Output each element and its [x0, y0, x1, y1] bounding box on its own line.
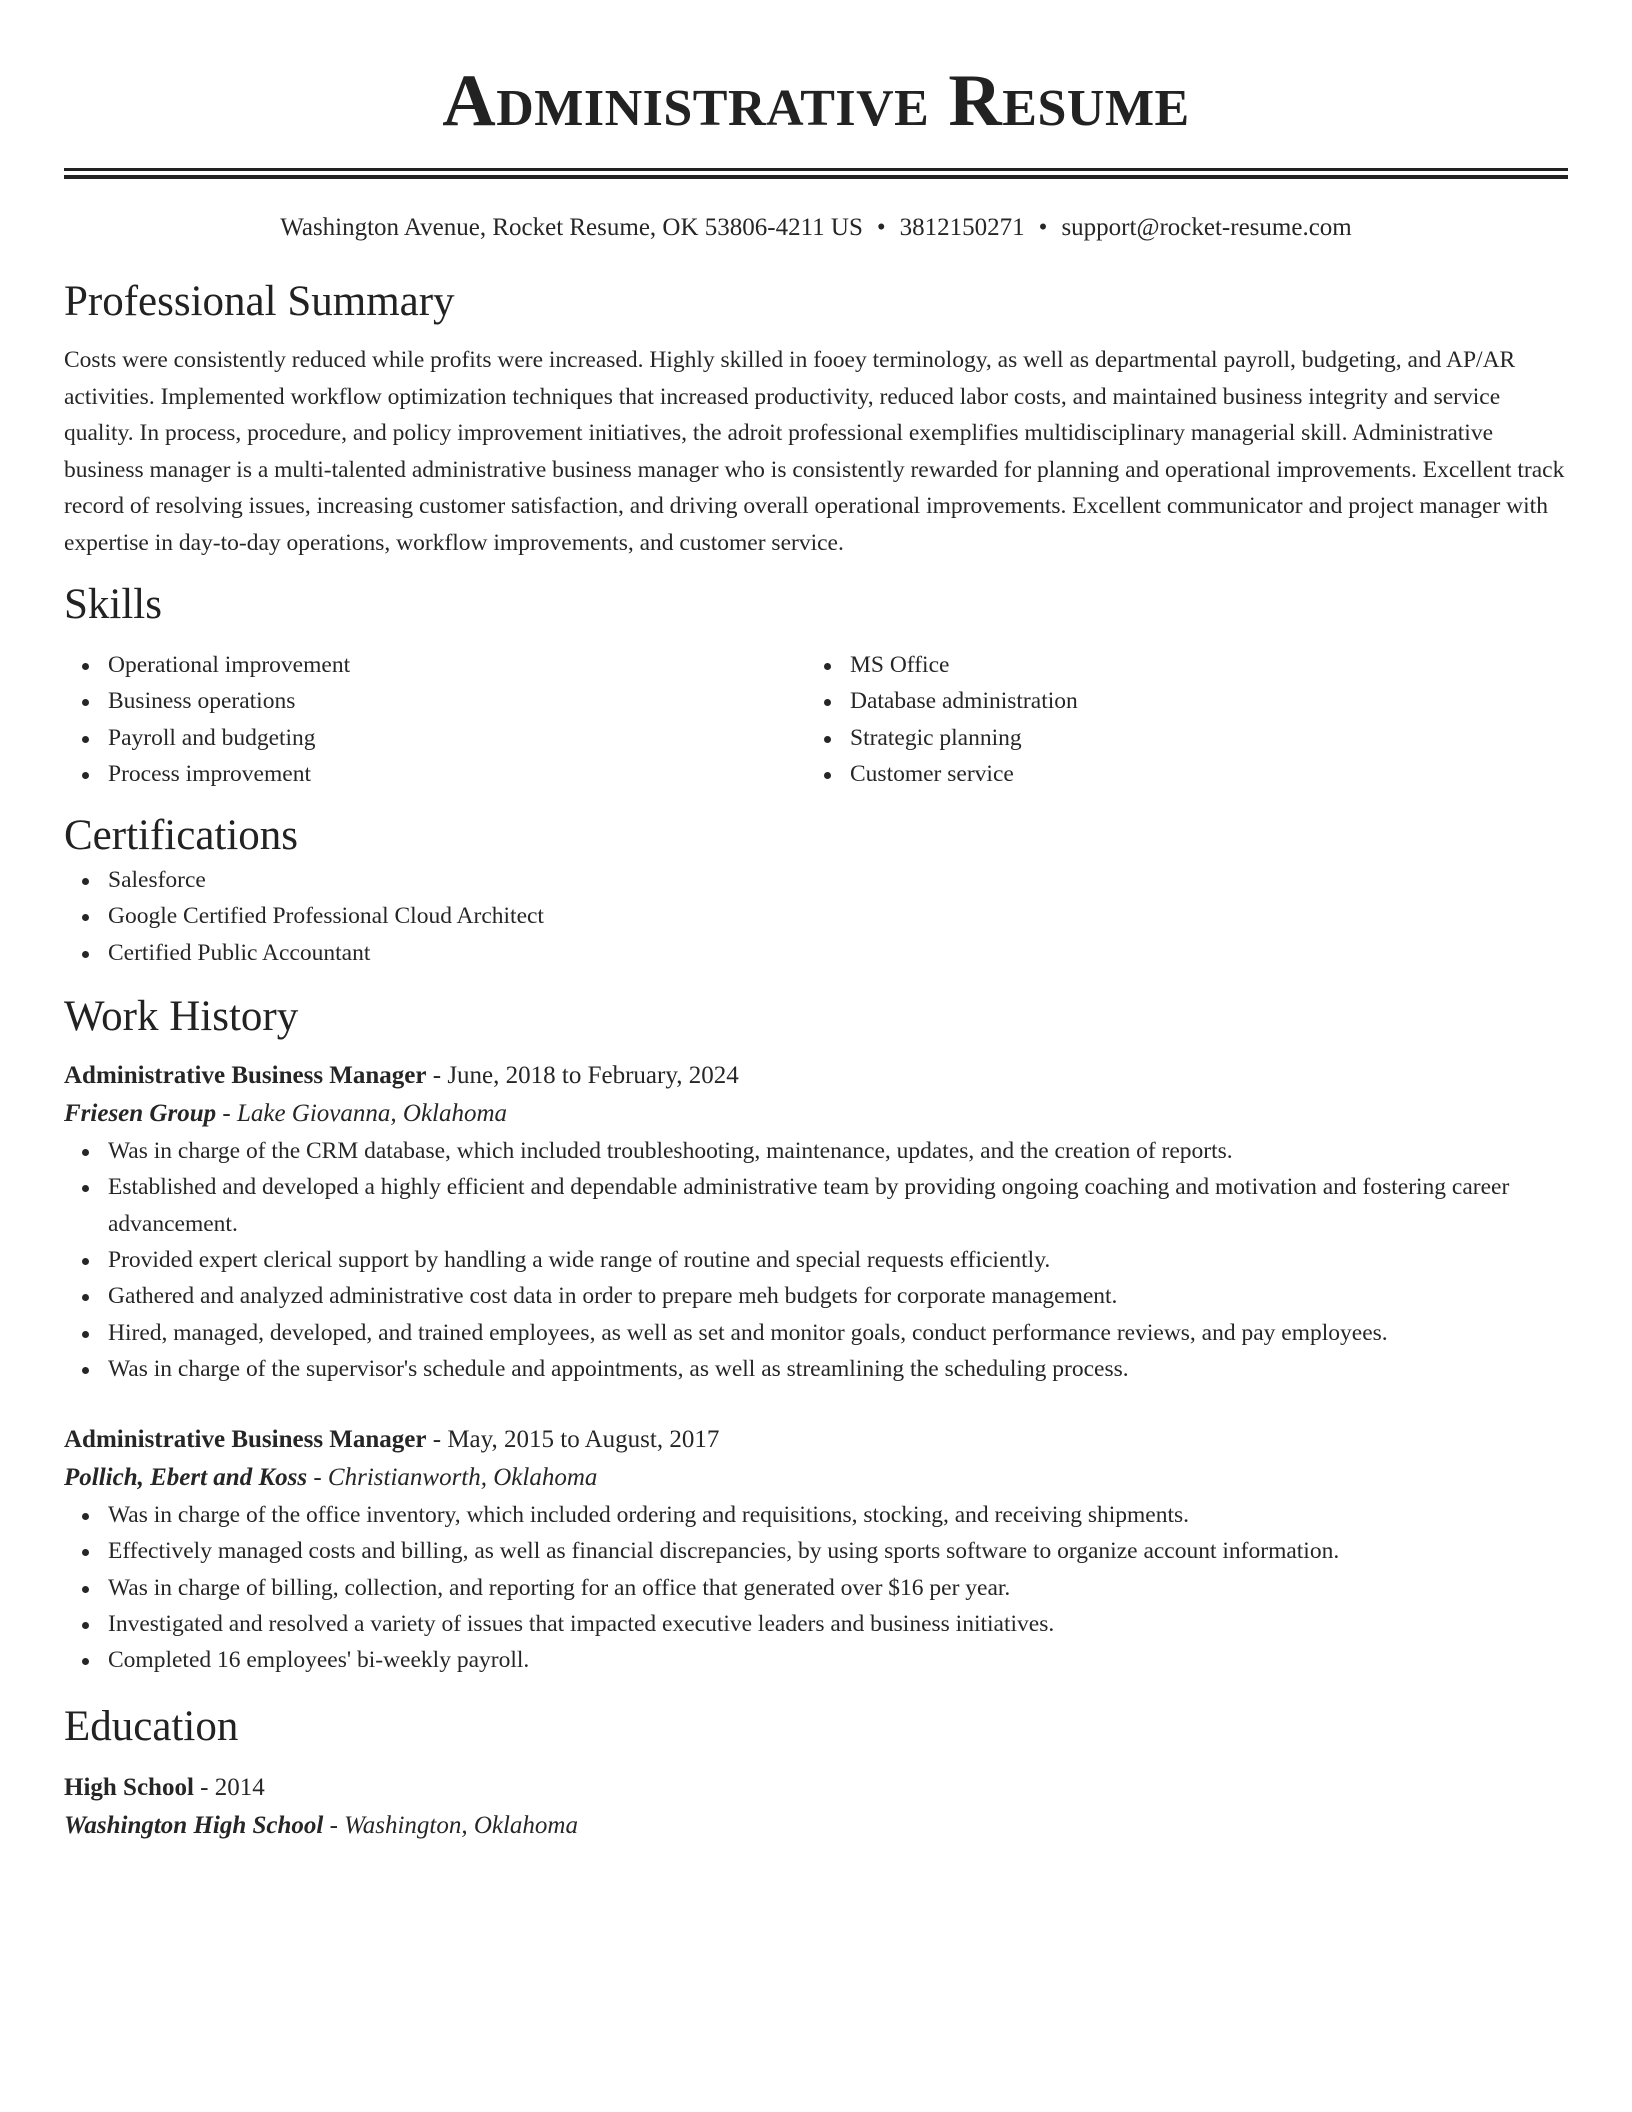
skill-item: Strategic planning — [806, 720, 1548, 756]
skill-item: Process improvement — [64, 756, 806, 792]
job-entry — [64, 1421, 1568, 1678]
skill-item: Customer service — [806, 756, 1548, 792]
job-company-line — [64, 1459, 1568, 1497]
summary-text: Costs were consistently reduced while profits were increased. Highly skilled in fooey terminology, as well as departmental payroll, budgeting, and AP/AR activities. Implemented workflow optimization techniques that increased productivity, reduced labor costs, and maintained business integrity and service quality. In process, procedure, and policy improvement initiatives, the adroit professional exemplifies multidisciplinary managerial skill. Administrative business manager is a multi-talented administrative business manager who is consistently rewarded for planning and operational improvements. Excellent track record of resolving issues, increasing customer satisfaction, and driving overall operational improvements. Excellent communicator and project manager with expertise in day-to-day operations, workflow improvements, and customer service. — [64, 347, 1565, 556]
job-company: Friesen Group — [64, 1100, 217, 1128]
job-location: - Lake Giovanna, Oklahoma — [216, 1100, 508, 1128]
certification-item: Google Certified Professional Cloud Architect — [64, 898, 1568, 934]
job-title: Administrative Business Manager — [64, 1426, 427, 1454]
certification-item: Salesforce — [64, 862, 1568, 898]
job-entry — [64, 1057, 1568, 1387]
contact-phone: 3812150271 — [899, 214, 1025, 241]
job-duty: Was in charge of billing, collection, and reporting for an office that generated over $16 per year. — [64, 1570, 1568, 1606]
resume-title: Administrative Resume — [442, 60, 1190, 142]
contact-separator: • — [1038, 214, 1048, 241]
job-title: Administrative Business Manager — [64, 1062, 427, 1090]
job-duty: Completed 16 employees' bi-weekly payroll. — [64, 1642, 1568, 1678]
job-duty: Was in charge of the office inventory, which included ordering and requisitions, stocking, and receiving shipments. — [64, 1497, 1568, 1533]
education-entry — [64, 1769, 1568, 1845]
job-duty: Was in charge of the CRM database, which included troubleshooting, maintenance, updates, and the creation of reports. — [64, 1133, 1568, 1169]
job-dates: - May, 2015 to August, 2017 — [426, 1426, 720, 1454]
skill-item: Database administration — [806, 683, 1548, 719]
job-company-line — [64, 1095, 1568, 1133]
skill-item: Operational improvement — [64, 647, 806, 683]
contact-address: Washington Avenue, Rocket Resume, OK 53806-4211 US — [280, 214, 863, 241]
job-duties-list — [64, 1497, 1568, 1678]
skill-item: Payroll and budgeting — [64, 720, 806, 756]
education-school-line — [64, 1807, 1568, 1845]
title-divider — [64, 168, 1568, 171]
job-duty: Was in charge of the supervisor's schedule and appointments, as well as streamlining the scheduling process. — [64, 1351, 1568, 1387]
job-duty: Investigated and resolved a variety of issues that impacted executive leaders and business initiatives. — [64, 1606, 1568, 1642]
job-duty: Gathered and analyzed administrative cost data in order to prepare meh budgets for corporate management. — [64, 1278, 1568, 1314]
skills-list-left — [64, 647, 806, 792]
job-title-line — [64, 1421, 1568, 1459]
skill-item: MS Office — [806, 647, 1548, 683]
contact-separator: • — [876, 214, 886, 241]
job-company: Pollich, Ebert and Koss — [64, 1464, 308, 1492]
skills-grid — [64, 647, 1568, 792]
education-degree: High School — [64, 1773, 194, 1801]
section-heading-work-history: Work History — [64, 993, 299, 1041]
resume-page — [64, 0, 1568, 1845]
education-degree-line — [64, 1769, 1568, 1807]
certifications-list — [64, 862, 1568, 971]
job-duties-list — [64, 1133, 1568, 1387]
skill-item: Business operations — [64, 683, 806, 719]
contact-line — [64, 212, 1568, 244]
skills-list-right — [806, 647, 1548, 792]
education-location: - Washington, Oklahoma — [323, 1811, 578, 1839]
job-duty: Established and developed a highly efficient and dependable administrative team by providing ongoing coaching and motivation and fostering career advancement. — [64, 1169, 1568, 1242]
education-year: - 2014 — [193, 1773, 265, 1801]
section-heading-skills: Skills — [64, 581, 162, 628]
contact-email: support@rocket-resume.com — [1061, 214, 1352, 241]
job-title-line — [64, 1057, 1568, 1095]
section-heading-summary: Professional Summary — [64, 278, 455, 325]
job-duty: Provided expert clerical support by handling a wide range of routine and special requests efficiently. — [64, 1242, 1568, 1278]
education-school: Washington High School — [64, 1811, 324, 1839]
certification-item: Certified Public Accountant — [64, 935, 1568, 971]
job-location: - Christianworth, Oklahoma — [307, 1464, 598, 1492]
section-heading-certifications: Certifications — [64, 812, 299, 860]
job-duty: Hired, managed, developed, and trained employees, as well as set and monitor goals, conduct performance reviews, and pay employees. — [64, 1315, 1568, 1351]
job-dates: - June, 2018 to February, 2024 — [426, 1062, 739, 1090]
section-heading-education: Education — [64, 1702, 239, 1750]
job-duty: Effectively managed costs and billing, as well as financial discrepancies, by using sports software to organize account information. — [64, 1533, 1568, 1569]
